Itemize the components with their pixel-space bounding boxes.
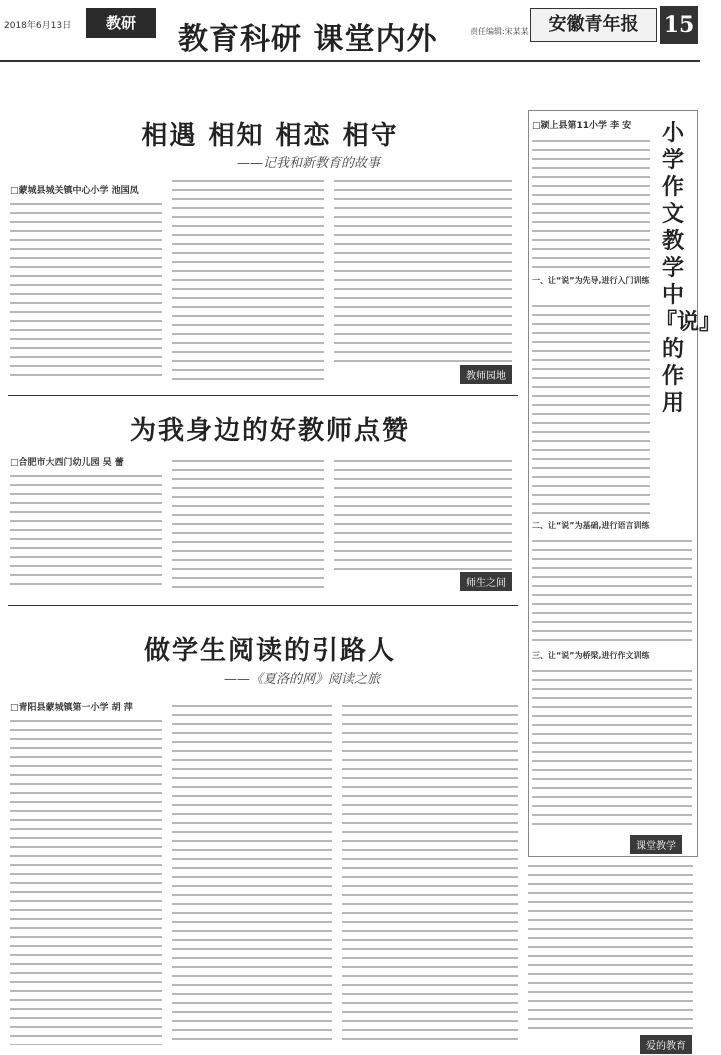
article-3-subhead: ——《夏洛的网》阅读之旅 <box>223 672 380 687</box>
article-2-headline: 为我身边的好教师点赞 <box>129 416 410 446</box>
article-3-byline: □青阳县蒙城镇第一小学 胡 萍 <box>10 703 133 713</box>
article-3-column <box>172 700 332 1045</box>
editor-credit: 责任编辑:宋某某 <box>470 27 529 36</box>
sidebar-subheading: 三、让“说”为桥梁,进行作文训练 <box>532 651 650 660</box>
divider <box>8 605 518 606</box>
article-3-headline: 做学生阅读的引路人 <box>143 636 396 666</box>
newspaper-name: 安徽青年报 <box>530 8 657 42</box>
sidebar-title: 小学作文教学中『说』的作用 <box>655 120 721 416</box>
page-number: 15 <box>660 6 698 44</box>
article-2-column <box>10 470 162 590</box>
article-1-label: 教师园地 <box>460 365 512 384</box>
sidebar-column <box>532 300 650 515</box>
date-label: 2018年6月13日 <box>4 21 72 31</box>
article-3-label: 爱的教育 <box>640 1035 692 1054</box>
article-1-byline: □蒙城县城关镇中心小学 池国凤 <box>10 186 139 196</box>
article-2-byline: □合肥市大西门幼儿园 吴 蕾 <box>10 458 124 468</box>
divider <box>8 395 518 396</box>
sidebar-label: 课堂教学 <box>630 835 682 854</box>
article-3-column <box>528 860 693 1030</box>
article-2-label: 师生之间 <box>460 572 512 591</box>
section-title: 教育科研 课堂内外 <box>178 22 438 57</box>
article-1-column <box>10 198 162 383</box>
sidebar-subheading: 一、让“说”为先导,进行入门训练 <box>532 276 650 285</box>
section-badge: 教研 <box>86 8 156 38</box>
sidebar-column <box>532 135 650 270</box>
article-1-subhead: ——记我和新教育的故事 <box>236 156 380 171</box>
sidebar-column <box>532 535 692 645</box>
sidebar-column <box>532 665 692 830</box>
article-1-headline: 相遇 相知 相恋 相守 <box>141 121 399 151</box>
sidebar-byline: □颍上县第11小学 李 安 <box>532 121 632 131</box>
article-2-column <box>334 455 512 570</box>
article-1-column <box>172 175 324 383</box>
article-3-column <box>342 700 518 1045</box>
article-3-column <box>10 715 162 1045</box>
article-2-column <box>172 455 324 590</box>
article-1-column <box>334 175 512 365</box>
sidebar-subheading: 二、让“说”为基础,进行语言训练 <box>532 521 650 530</box>
